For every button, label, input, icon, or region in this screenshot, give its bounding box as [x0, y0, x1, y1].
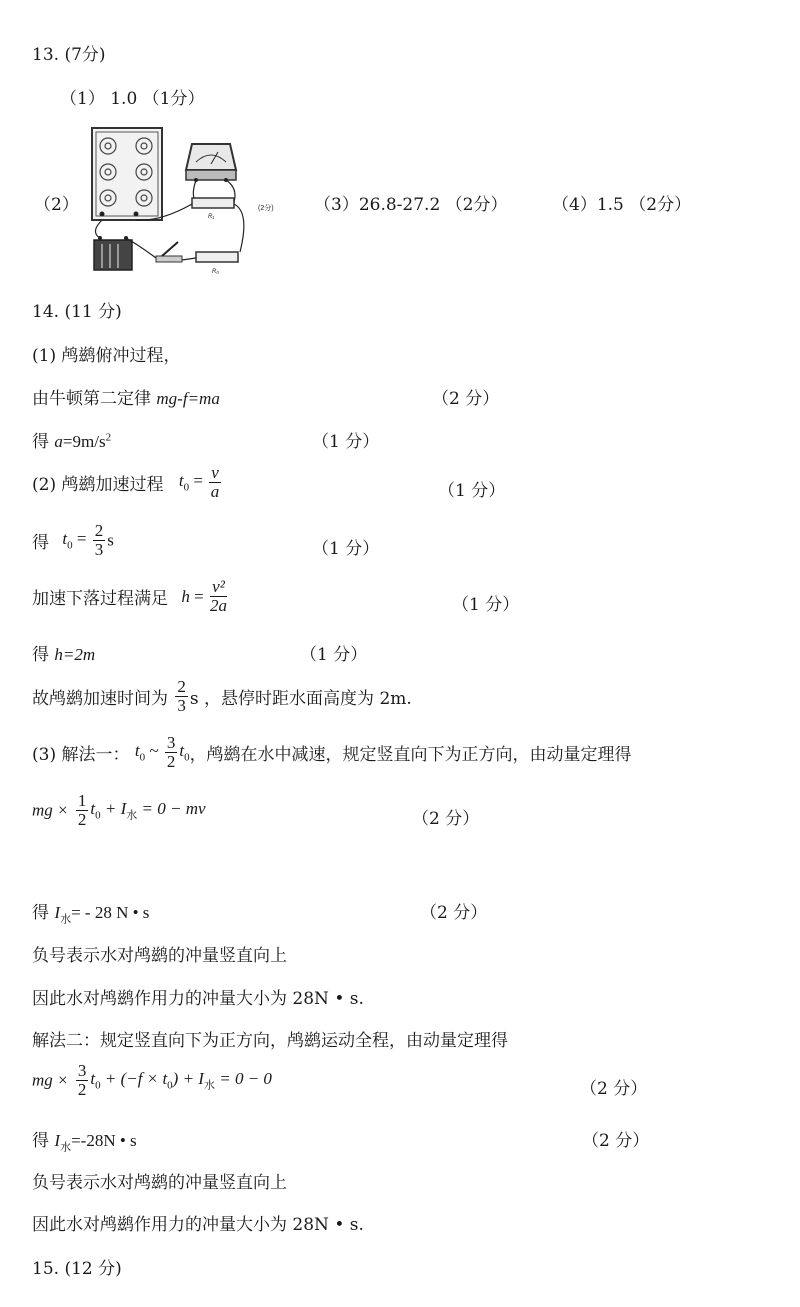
line-text: 加速下落过程满足 — [32, 589, 168, 609]
subscript: 水 — [60, 1141, 72, 1154]
line-text: 得 — [32, 432, 55, 452]
points-label: （1 分） — [452, 595, 520, 615]
formula: + I — [100, 798, 127, 818]
q13-header: 13. (7分) — [32, 45, 106, 65]
line-text: 得 — [32, 903, 55, 923]
label-r1: R₁ — [208, 214, 215, 220]
points-label: （2 分） — [412, 809, 480, 829]
q14-line15 — [32, 1062, 272, 1099]
resistance-box-icon — [92, 128, 162, 220]
equals: = — [72, 529, 91, 549]
switch-icon — [156, 242, 182, 262]
fraction — [165, 734, 178, 771]
q14-line2 — [32, 384, 220, 409]
var-t: t — [179, 741, 185, 761]
fraction — [209, 464, 221, 501]
formula: mg × — [32, 1070, 69, 1090]
equals: = — [189, 586, 208, 606]
line-text: 得 — [32, 533, 55, 553]
subscript: 水 — [203, 1079, 215, 1092]
line-text: 得 — [32, 1131, 55, 1151]
numerator: 3 — [77, 1061, 87, 1080]
var-h: h — [181, 586, 190, 606]
subscript: 0 — [95, 1079, 101, 1092]
circuit-diagram — [80, 122, 300, 280]
subscript: 水 — [60, 913, 72, 926]
q14-line8 — [32, 678, 412, 715]
points-label: （2 分） — [580, 1079, 648, 1099]
numerator: 2 — [177, 677, 186, 696]
fraction — [76, 1062, 89, 1099]
q13-part3: （3）26.8-27.2 （2分） — [314, 195, 508, 215]
tilde: ~ — [145, 741, 163, 761]
value: = - 28 N • s — [71, 903, 150, 922]
q14-line1: (1) 鸬鹚俯冲过程， — [32, 346, 181, 366]
formula: mg-f=ma — [156, 389, 220, 408]
var-t: t — [62, 529, 68, 549]
numerator: 1 — [77, 791, 87, 810]
subscript: 0 — [67, 539, 73, 552]
q14-line9 — [32, 734, 632, 771]
figure-points: (2分) — [258, 205, 274, 212]
var-t: t — [90, 1068, 96, 1088]
q14-line4 — [32, 464, 223, 501]
label-r0: R₀ — [212, 269, 219, 275]
subscript: 0 — [95, 809, 101, 822]
resistor-r1-icon — [192, 198, 234, 220]
fraction — [175, 678, 188, 715]
value: =-28N • s — [71, 1131, 137, 1150]
var-t: t — [134, 741, 140, 761]
var-t: t — [90, 798, 96, 818]
denominator: 3 — [177, 696, 186, 715]
q14-line16 — [32, 1126, 137, 1154]
denominator: 2 — [166, 752, 176, 771]
numerator: v — [211, 463, 219, 482]
subscript: 0 — [184, 751, 190, 764]
unit: s — [107, 530, 114, 550]
q13-part2-label: （2） — [34, 195, 79, 215]
fraction — [93, 522, 106, 559]
line-text: (2) 鸬鹚加速过程 — [32, 475, 164, 495]
battery-icon — [94, 236, 132, 270]
q14-line3: 得 $a=9m/s^2$ — [32, 431, 112, 452]
q14-header: 14. (11 分) — [32, 302, 122, 322]
line-text: 由牛顿第二定律 — [32, 389, 157, 409]
line-text: (3) 解法一： — [32, 745, 130, 765]
line-text: ，鸬鹚在水中减速，规定竖直向下为正方向，由动量定理得 — [189, 745, 632, 765]
resistor-r0-icon — [196, 252, 238, 275]
fraction — [76, 792, 89, 829]
formula: = 0 − 0 — [214, 1068, 272, 1088]
q14-line12: 负号表示水对鸬鹚的冲量竖直向上 — [32, 946, 287, 966]
denominator: 2a — [210, 596, 227, 615]
q14-line11 — [32, 898, 149, 926]
denominator: 3 — [94, 540, 104, 559]
denominator: a — [210, 482, 220, 501]
line-text: 故鸬鹚加速时间为 — [32, 689, 168, 709]
denominator: 2 — [77, 1080, 87, 1099]
q14-line5 — [32, 522, 114, 559]
superscript: 2 — [105, 431, 112, 444]
q14-line18: 因此水对鸬鹚作用力的冲量大小为 28N • s. — [32, 1215, 364, 1235]
formula: mg × — [32, 800, 69, 820]
q13-part1: （1） 1.0 （1分） — [60, 89, 205, 109]
q14-line10 — [32, 792, 206, 829]
points-label: （2 分） — [582, 1131, 650, 1151]
var-i: I — [54, 1131, 61, 1150]
line-text: s ，悬停时距水面高度为 2m. — [189, 689, 412, 709]
numerator: 3 — [166, 733, 176, 752]
q14-line7 — [32, 640, 95, 665]
var-t: t — [178, 471, 184, 491]
points-label: （1 分） — [312, 539, 380, 559]
numerator: v² — [210, 578, 227, 597]
fraction — [210, 578, 227, 615]
formula: + (−f × t — [100, 1068, 168, 1088]
q15-header: 15. (12 分) — [32, 1259, 122, 1279]
equals: = — [189, 471, 208, 491]
numerator: 2 — [94, 521, 104, 540]
formula: ) + I — [172, 1068, 204, 1088]
q14-line13: 因此水对鸬鹚作用力的冲量大小为 28N • s. — [32, 989, 364, 1009]
line-text: 得 — [32, 645, 55, 665]
points-label: （1 分） — [300, 645, 368, 665]
points-label: （1 分） — [438, 481, 506, 501]
formula: = 0 − mv — [137, 798, 206, 818]
points-label: （2 分） — [420, 903, 488, 923]
formula: h=2m — [54, 645, 96, 664]
q13-part4: （4）1.5 （2分） — [552, 195, 692, 215]
var-i: I — [54, 903, 61, 922]
subscript: 水 — [126, 809, 138, 822]
subscript: 0 — [183, 481, 190, 494]
q14-line14: 解法二：规定竖直向下为正方向，鸬鹚运动全程，由动量定理得 — [32, 1031, 508, 1051]
ammeter-icon — [186, 144, 236, 182]
points-label: （2 分） — [432, 389, 500, 409]
denominator: 2 — [77, 810, 87, 829]
q14-line6 — [32, 578, 229, 615]
points-label: （1 分） — [312, 432, 380, 452]
q14-line17: 负号表示水对鸬鹚的冲量竖直向上 — [32, 1173, 287, 1193]
subscript: 0 — [167, 1079, 173, 1092]
subscript: 0 — [139, 751, 146, 764]
